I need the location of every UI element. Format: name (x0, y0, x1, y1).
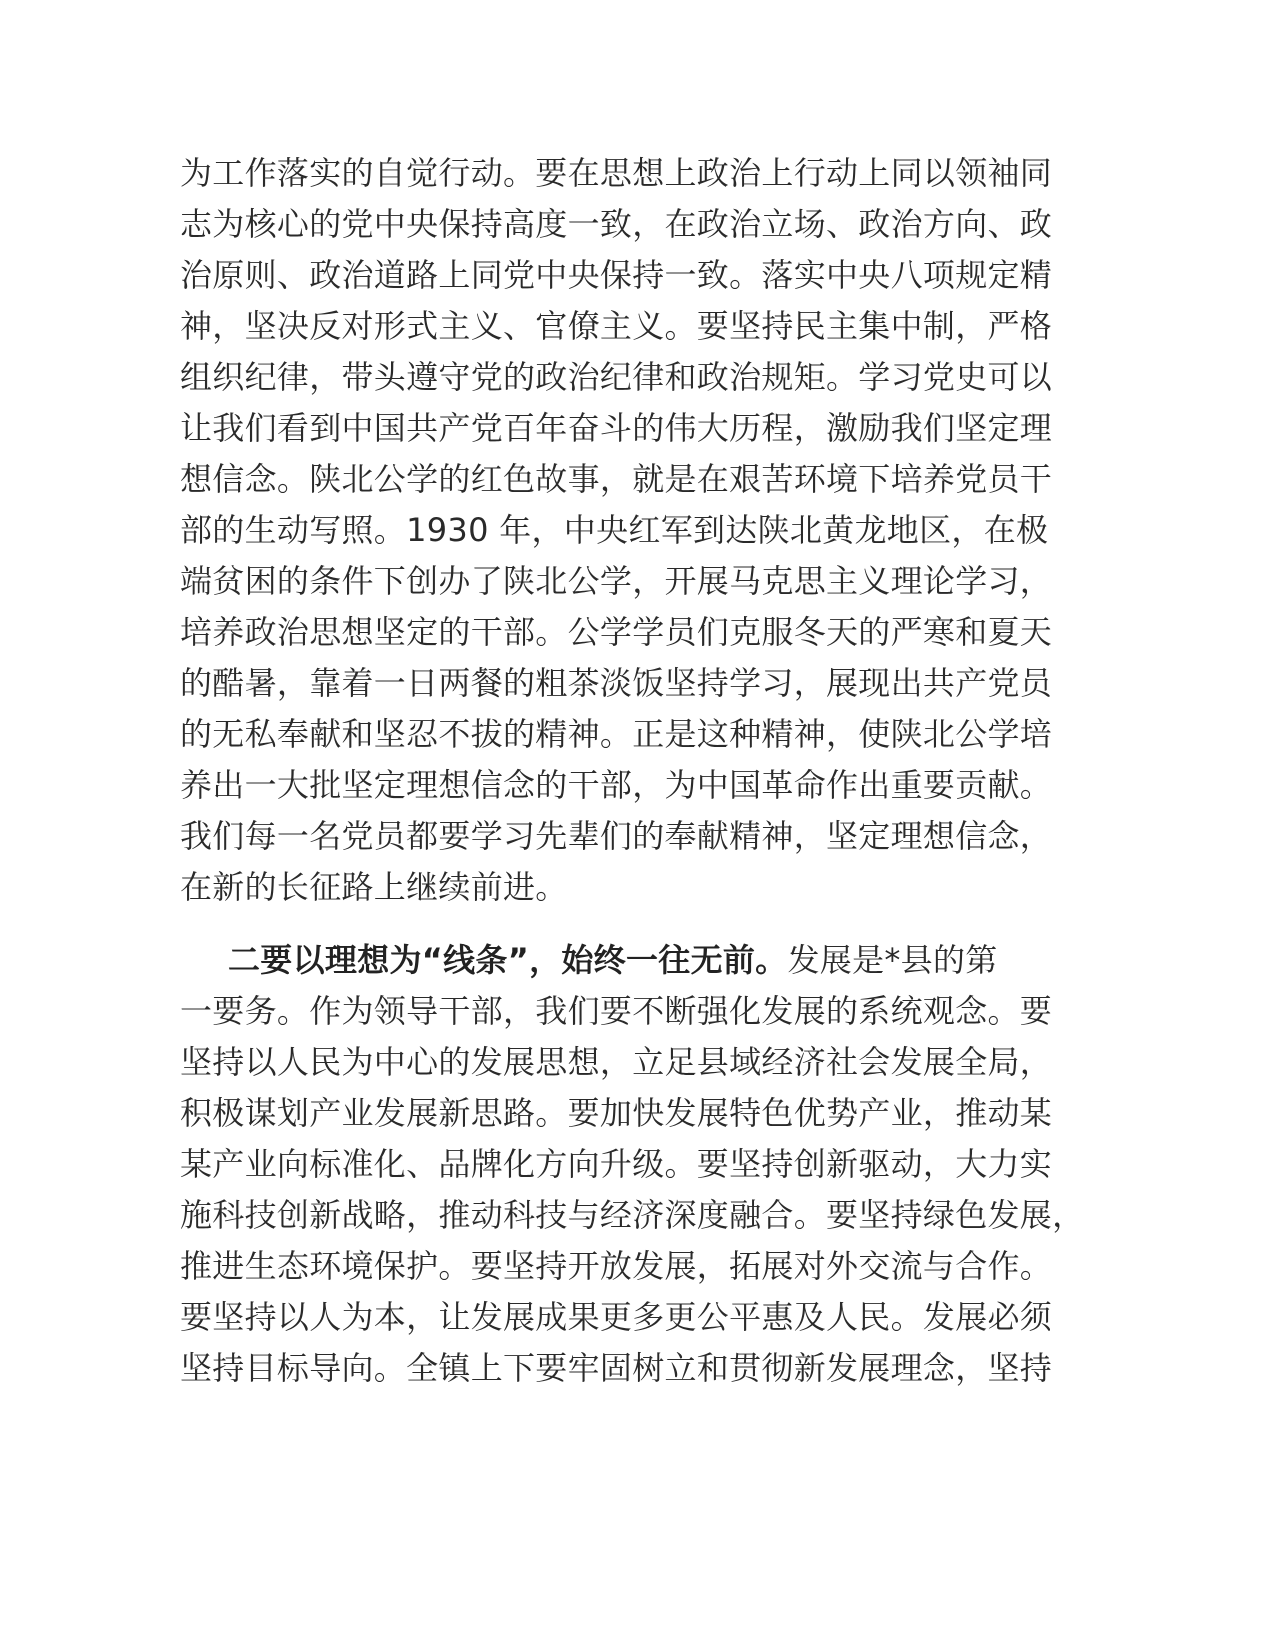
paragraph-line: 在新的长征路上继续前进。 (180, 868, 568, 906)
paragraph-line: 某产业向标准化、品牌化方向升级。要坚持创新驱动，大力实 (180, 1145, 1053, 1183)
paragraph-line-text: 发展是*县的第 (787, 941, 998, 979)
paragraph-line: 的酷暑，靠着一日两餐的粗茶淡饭坚持学习，展现出共产党员 (180, 664, 1053, 702)
section-heading: 二要以理想为“线条”，始终一往无前。 (228, 941, 788, 979)
paragraph-2 (180, 935, 1085, 1394)
paragraph-line: 端贫困的条件下创办了陕北公学，开展马克思主义理论学习， (180, 562, 1053, 600)
paragraph-line: 推进生态环境保护。要坚持开放发展，拓展对外交流与合作。 (180, 1247, 1053, 1285)
paragraph-line: 积极谋划产业发展新思路。要加快发展特色优势产业，推动某 (180, 1094, 1053, 1132)
paragraph-line: 让我们看到中国共产党百年奋斗的伟大历程，激励我们坚定理 (180, 409, 1053, 447)
paragraph-line: 治原则、政治道路上同党中央保持一致。落实中央八项规定精 (180, 256, 1053, 294)
paragraph-line: 组织纪律，带头遵守党的政治纪律和政治规矩。学习党史可以 (180, 358, 1053, 396)
paragraph-first-line (180, 935, 1060, 986)
paragraph-line: 我们每一名党员都要学习先辈们的奉献精神，坚定理想信念， (180, 817, 1053, 855)
paragraph-line: 要坚持以人为本，让发展成果更多更公平惠及人民。发展必须 (180, 1298, 1053, 1336)
paragraph-line: 坚持目标导向。全镇上下要牢固树立和贯彻新发展理念，坚持 (180, 1349, 1053, 1387)
paragraph-line: 培养政治思想坚定的干部。公学学员们克服冬天的严寒和夏天 (180, 613, 1053, 651)
paragraph-line: 部的生动写照。1930 年，中央红军到达陕北黄龙地区，在极 (180, 511, 1049, 549)
paragraph-line: 神，坚决反对形式主义、官僚主义。要坚持民主集中制，严格 (180, 307, 1053, 345)
paragraph-line: 一要务。作为领导干部，我们要不断强化发展的系统观念。要 (180, 992, 1053, 1030)
paragraph-line: 为工作落实的自觉行动。要在思想上政治上行动上同以领袖同 (180, 154, 1053, 192)
paragraph-line: 养出一大批坚定理想信念的干部，为中国革命作出重要贡献。 (180, 766, 1053, 804)
paragraph-line: 施科技创新战略，推动科技与经济深度融合。要坚持绿色发展， (180, 1196, 1085, 1234)
paragraph-1 (180, 148, 1060, 913)
paragraph-line: 想信念。陕北公学的红色故事，就是在艰苦环境下培养党员干 (180, 460, 1053, 498)
paragraph-line: 的无私奉献和坚忍不拔的精神。正是这种精神，使陕北公学培 (180, 715, 1053, 753)
paragraph-line: 志为核心的党中央保持高度一致，在政治立场、政治方向、政 (180, 205, 1053, 243)
paragraph-line: 坚持以人民为中心的发展思想，立足县域经济社会发展全局， (180, 1043, 1053, 1081)
